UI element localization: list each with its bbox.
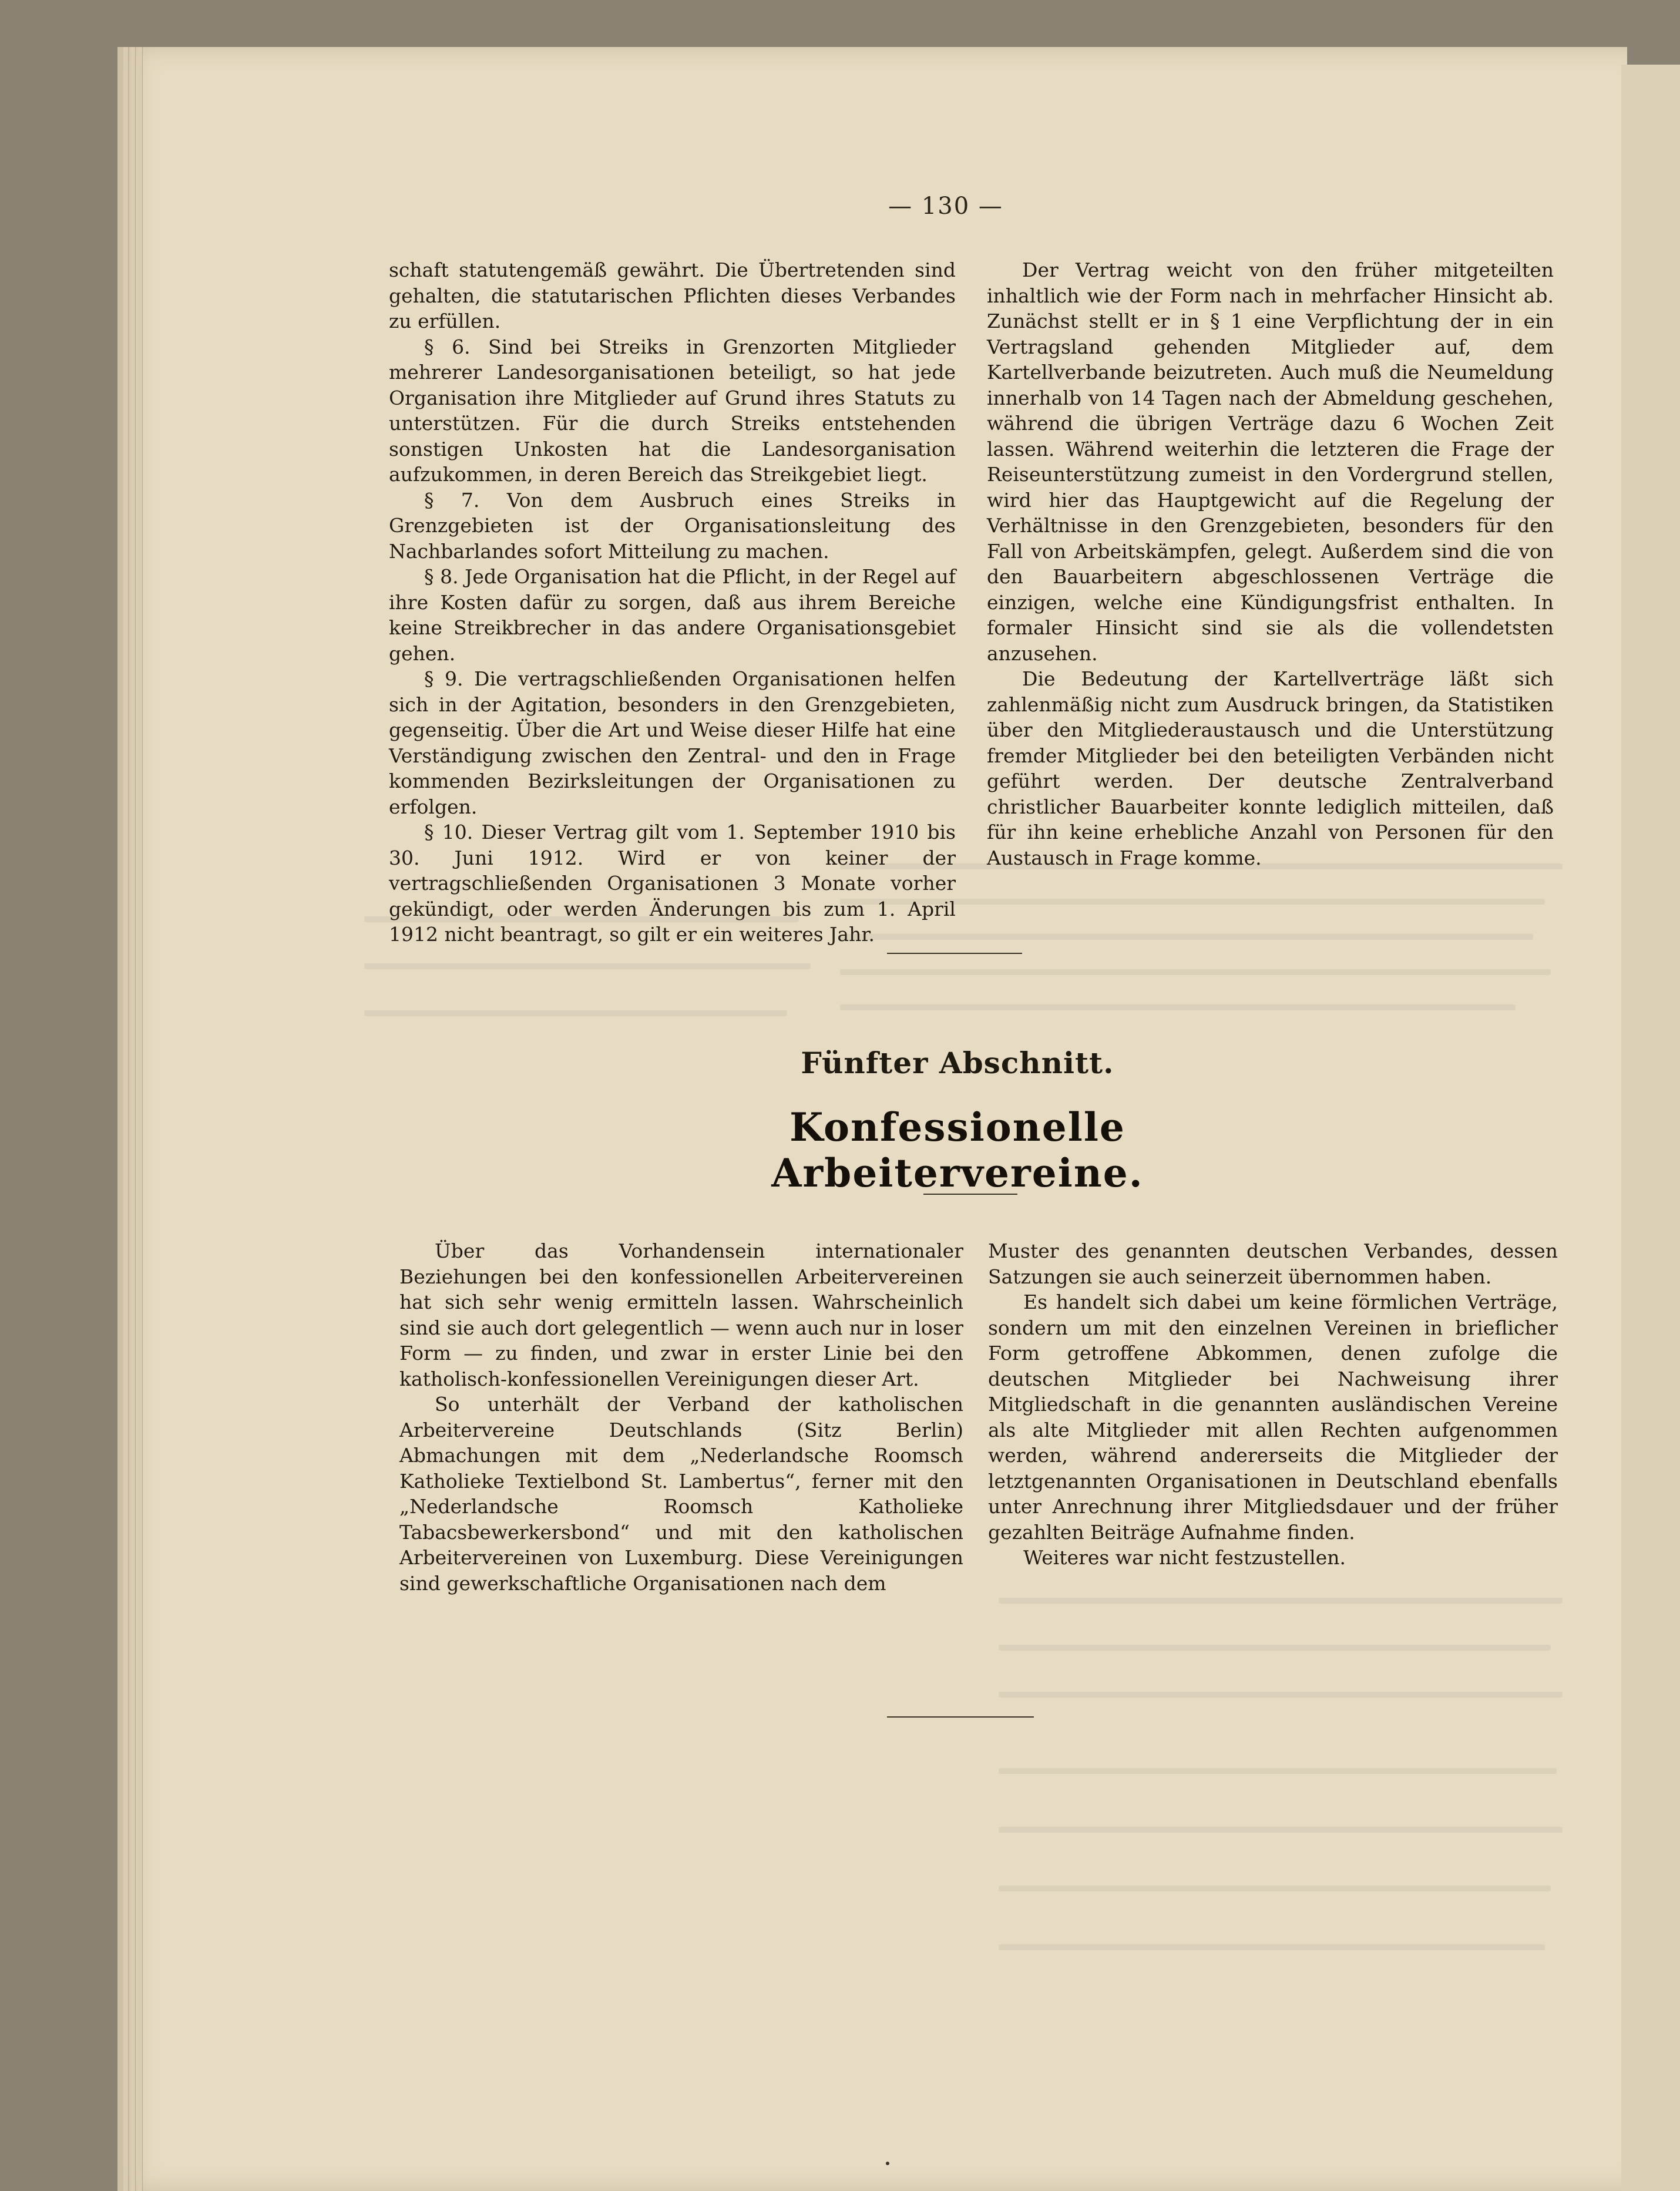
paragraph: Die Bedeutung der Kartellverträge läßt sich zahlenmäßig nicht zum Ausdruck bringen, da Statistiken über den Mitgliederaustausch und die Unterstützung fremder Mitglieder bei den beteiligten Verbänden nicht geführt werden. Der deutsche Zentralverband christlicher Bauarbeiter konnte lediglich mitteilen, daß für ihn keine erhebliche Anzahl von Personen für den Austausch in Frage komme. bbox=[987, 667, 1554, 869]
page-number: — 130 — bbox=[888, 193, 1003, 220]
upper-left-column bbox=[389, 257, 956, 947]
paragraph: § 8. Jede Organisation hat die Pflicht, in der Regel auf ihre Kosten dafür zu sorgen, daß aus ihrem Bereiche keine Streikbrecher in das andere Organisationsgebiet gehen. bbox=[389, 565, 956, 665]
section-title: Konfessionelle Arbeitervereine. bbox=[771, 1104, 1144, 1196]
lower-left-column bbox=[399, 1238, 963, 1596]
page-edge bbox=[137, 47, 143, 2191]
paragraph: § 7. Von dem Ausbruch eines Streiks in Grenzgebieten ist der Organisationsleitung des Nachbarlandes sofort Mitteilung zu machen. bbox=[389, 488, 956, 563]
ink-speck bbox=[886, 2162, 889, 2165]
divider bbox=[887, 953, 1022, 954]
page-edge bbox=[130, 47, 136, 2191]
paragraph: schaft statutengemäß gewährt. Die Übertretenden sind gehalten, die statutarischen Pflichten dieses Verbandes zu erfüllen. bbox=[389, 258, 956, 332]
paragraph: Es handelt sich dabei um keine förmlichen Verträge, sondern um mit den einzelnen Vereinen in brieflicher Form getroffene Abkommen, denen zufolge die deutschen Mitglieder bei Nachweisung ihrer Mitgliedschaft in die genannten ausländischen Vereine als alte Mitglieder mit allen Rechten aufgenommen werden, während andererseits die Mitglieder der letztgenannten Organisationen in Deutschland ebenfalls unter Anrechnung ihrer Mitgliedsdauer und der früher gezahlten Beiträge Aufnahme finden. bbox=[988, 1291, 1558, 1544]
bleed-through bbox=[999, 1944, 1545, 1950]
paragraph: Über das Vorhandensein internationaler Beziehungen bei den konfessionellen Arbeitervereinen hat sich sehr wenig ermitteln lassen. Wahrscheinlich sind sie auch dort gelegentlich — wenn auch nur in loser Form — zu finden, und zwar in erster Linie bei den katholisch-konfessionellen Vereinigungen dieser Art. bbox=[399, 1239, 963, 1390]
paragraph: Der Vertrag weicht von den früher mitgeteilten inhaltlich wie der Form nach in mehrfacher Hinsicht ab. Zunächst stellt er in § 1 eine Verpflichtung der in ein Vertragsland gehenden Mitglieder auf, dem Kartellverbande beizutreten. Auch muß die Neumeldung innerhalb von 14 Tagen nach der Abmeldung geschehen, während die übrigen Verträge dazu 6 Wochen Zeit lassen. Während weiterhin die letzteren die Frage der Reiseunterstützung zumeist in den Vordergrund stellen, wird hier das Hauptgewicht auf die Regelung der Verhältnisse in den Grenzgebieten, besonders für den Fall von Arbeitskämpfen, gelegt. Außerdem sind die von den Bauarbeitern abgeschlossenen Verträge die einzigen, welche eine Kündigungsfrist enthalten. In formaler Hinsicht sind sie als die vollendetsten anzusehen. bbox=[987, 258, 1554, 665]
bleed-through bbox=[999, 1827, 1563, 1833]
facing-page-edge bbox=[1621, 65, 1680, 2191]
section-heading: Fünfter Abschnitt. bbox=[801, 1046, 1114, 1080]
bleed-through bbox=[999, 1692, 1563, 1698]
bleed-through bbox=[999, 1768, 1557, 1774]
upper-right-column bbox=[987, 257, 1554, 871]
lower-right-column bbox=[988, 1238, 1558, 1571]
paragraph: § 9. Die vertragschließenden Organisationen helfen sich in der Agitation, besonders in den Grenzgebieten, gegenseitig. Über die Art und Weise dieser Hilfe hat eine Verständigung zwischen den Zentral- und den in Frage kommenden Bezirksleitungen der Organisationen zu erfolgen. bbox=[389, 667, 956, 818]
divider bbox=[887, 1716, 1034, 1718]
bleed-through bbox=[840, 969, 1551, 975]
paragraph: § 6. Sind bei Streiks in Grenzorten Mitglieder mehrerer Landesorganisationen beteiligt, so hat jede Organisation ihre Mitglieder auf Grund ihres Statuts zu unterstützen. Für die durch Streiks entstehenden sonstigen Unkosten hat die Landesorganisation aufzukommen, in deren Bereich das Streikgebiet liegt. bbox=[389, 335, 956, 486]
paragraph: So unterhält der Verband der katholischen Arbeitervereine Deutschlands (Sitz Berlin) Abmachungen mit dem „Nederlandsche Roomsch Katholieke Textielbond St. Lambertus“, ferner mit den „Nederlandsche Roomsch Katholieke Tabacsbewerkersbond“ und mit den katholischen Arbeitervereinen von Luxemburg. Diese Vereinigungen sind gewerkschaftliche Organisationen nach dem bbox=[399, 1393, 963, 1595]
divider bbox=[923, 1194, 1017, 1195]
paragraph: Weiteres war nicht festzustellen. bbox=[1023, 1546, 1346, 1569]
bleed-through bbox=[999, 1645, 1551, 1651]
paragraph: Muster des genannten deutschen Verbandes, dessen Satzungen sie auch seinerzeit übernommen haben. bbox=[988, 1239, 1558, 1288]
bleed-through bbox=[364, 1010, 787, 1016]
bleed-through bbox=[999, 1598, 1563, 1604]
page-edge bbox=[123, 47, 129, 2191]
bleed-through bbox=[999, 1886, 1551, 1891]
paragraph: § 10. Dieser Vertrag gilt vom 1. September 1910 bis 30. Juni 1912. Wird er von keiner der vertragschließenden Organisationen 3 Monate vorher gekündigt, oder werden Änderungen bis zum 1. April 1912 nicht beantragt, so gilt er ein weiteres Jahr. bbox=[389, 821, 956, 946]
bleed-through bbox=[840, 1004, 1516, 1010]
bleed-through bbox=[364, 963, 811, 969]
